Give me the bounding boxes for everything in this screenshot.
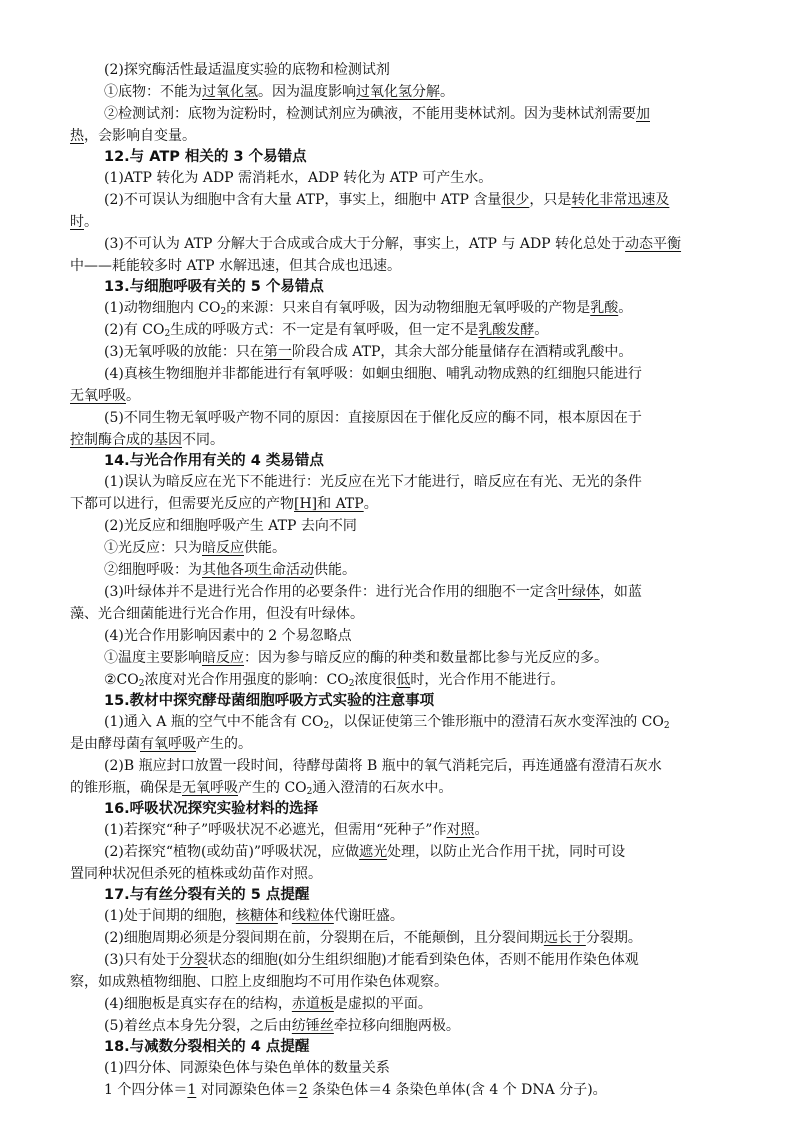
text-segment: (2)探究酶活性最适温度实验的底物和检测试剂: [104, 62, 390, 78]
text-segment: ②检测试剂：底物为淀粉时，检测试剂应为碘液，不能用斐林试剂。因为斐林试剂需要: [104, 106, 636, 122]
text-segment: 浓度很: [354, 672, 397, 688]
text-segment: (4)真核生物细胞并非都能进行有氧呼吸：如蛔虫细胞、哺乳动物成熟的红细胞只能进行: [104, 366, 642, 382]
text-segment: 的锥形瓶，确保是: [70, 780, 182, 796]
text-segment: 生成的呼吸方式：不一定是有氧呼吸，但一定不是: [170, 322, 479, 338]
text-segment: 15.教材中探究酵母菌细胞呼吸方式实验的注意事项: [104, 693, 435, 709]
text-segment: 不同。: [182, 432, 224, 448]
text-segment: 中——耗能较多时 ATP 水解迅速，但其合成也迅速。: [70, 258, 402, 274]
text-line: [104, 994, 432, 1014]
text-segment: (1)若探究“种子”呼吸状况不必遮光，但需用“死种子”作: [104, 822, 447, 838]
text-line: [104, 626, 352, 646]
text-segment: ②细胞呼吸：为: [104, 562, 202, 578]
text-segment: 产生的 CO: [238, 780, 307, 796]
text-segment: ，会影响自变量。: [84, 128, 196, 144]
text-segment: 和: [277, 908, 292, 924]
text-segment: 。: [440, 84, 454, 100]
text-line: [104, 364, 642, 384]
text-segment: (1)误认为暗反应在光下不能进行：光反应在光下才能进行，暗反应在有光、无光的条件: [104, 474, 642, 490]
subscript: 2: [220, 307, 227, 317]
text-segment: 置同种状况但杀死的植株或幼苗作对照。: [70, 866, 322, 882]
text-segment: 时，光合作用不能进行。: [410, 672, 565, 688]
text-segment: (2)光反应和细胞呼吸产生 ATP 去向不同: [104, 518, 357, 534]
section-heading: [104, 277, 324, 297]
text-segment: 。: [363, 496, 378, 512]
text-line: [104, 560, 356, 580]
text-segment: (2)B 瓶应封口放置一段时间，待酵母菌将 B 瓶中的氧气消耗完后，再连通盛有澄清石灰水: [104, 758, 662, 774]
text-segment: (4)光合作用影响因素中的 2 个易忽略点: [104, 628, 352, 644]
underlined-answer: 核糖体: [235, 908, 278, 924]
text-segment: 条染色体＝4 条染色单体(含 4 个 DNA 分子)。: [307, 1082, 607, 1098]
subscript: 2: [164, 329, 171, 339]
underlined-answer: 过氧化氢: [202, 84, 258, 100]
underlined-answer: 乳酸: [590, 300, 619, 316]
underlined-answer: 低: [396, 672, 411, 688]
text-line: [104, 1016, 460, 1036]
text-segment: (3)只有处于: [104, 952, 180, 968]
text-line: [104, 342, 632, 362]
text-segment: 下都可以进行，但需要光反应的产物: [70, 496, 294, 512]
text-segment: 的来源：只来自有氧呼吸，因为动物细胞无氧呼吸的产物是: [226, 300, 591, 316]
underlined-answer: [H]和 ATP: [294, 496, 364, 512]
text-line: [104, 408, 642, 428]
underlined-answer: 2: [298, 1082, 308, 1098]
section-heading: [104, 799, 318, 819]
text-line: [70, 212, 98, 232]
text-line: [104, 820, 488, 840]
text-line: [104, 82, 454, 102]
text-line: [104, 1080, 607, 1100]
text-segment: 处理，以防止光合作用干扰，同时可设: [387, 844, 626, 860]
text-line: [104, 1058, 390, 1078]
text-line: [104, 60, 390, 80]
underlined-answer: 过氧化氢分解: [356, 84, 440, 100]
text-line: [104, 648, 608, 668]
text-segment: (3)不可认为 ATP 分解大于合成或合成大于分解，事实上，ATP 与 ADP 转化总处于: [104, 236, 626, 252]
text-segment: 17.与有丝分裂有关的 5 点提醒: [104, 887, 310, 903]
text-line: [104, 950, 639, 970]
underlined-answer: 第一: [263, 344, 292, 360]
text-segment: 浓度对光合作用强度的影响：CO: [144, 672, 349, 688]
section-heading: [104, 691, 434, 711]
text-segment: 。: [84, 214, 98, 230]
text-segment: (2)若探究“植物(或幼苗)”呼吸状况，应做: [104, 844, 360, 860]
underlined-answer: 暗反应: [202, 540, 244, 556]
text-line: [70, 604, 364, 624]
text-line: [104, 234, 681, 254]
text-segment: (3)叶绿体并不是进行光合作用的必要条件：进行光合作用的细胞不一定含: [104, 584, 558, 600]
underlined-answer: 分裂: [179, 952, 208, 968]
text-segment: (1)处于间期的细胞，: [104, 908, 236, 924]
text-line: [104, 538, 286, 558]
text-segment: 阶段合成 ATP，其余大部分能量储存在酒精或乳酸中。: [291, 344, 633, 360]
underlined-answer: 动态平衡: [625, 236, 682, 252]
underlined-answer: 乳酸发酵: [478, 322, 535, 338]
text-segment: 产生的。: [196, 736, 252, 752]
text-line: [70, 256, 401, 276]
text-segment: 牵拉移向细胞两极。: [333, 1018, 460, 1034]
text-line: [70, 972, 448, 992]
text-segment: 供能。: [244, 540, 286, 556]
section-heading: [104, 1037, 309, 1057]
subscript: 2: [138, 679, 145, 689]
subscript: 2: [323, 721, 330, 731]
text-line: [70, 494, 378, 514]
text-segment: 12.与 ATP 相关的 3 个易错点: [104, 149, 307, 165]
underlined-answer: 其他各项生命活动: [202, 562, 314, 578]
text-line: [104, 320, 548, 340]
subscript: 2: [306, 787, 313, 797]
underlined-answer: 对照: [446, 822, 475, 838]
text-segment: 状态的细胞(如分生组织细胞)才能看到染色体，否则不能用作染色体观: [207, 952, 639, 968]
text-segment: (4)细胞板是真实存在的结构，: [104, 996, 292, 1012]
text-line: [104, 582, 642, 602]
text-line: [70, 386, 140, 406]
underlined-answer: 暗反应: [202, 650, 244, 666]
underlined-answer: 赤道板: [291, 996, 334, 1012]
text-line: [104, 842, 625, 862]
text-line: [104, 712, 670, 732]
text-line: [70, 126, 196, 146]
text-line: [104, 168, 492, 188]
text-line: [104, 928, 642, 948]
section-heading: [104, 451, 324, 471]
text-segment: 。: [534, 322, 549, 338]
text-segment: (1)ATP 转化为 ADP 需消耗水，ADP 转化为 ATP 可产生水。: [104, 170, 493, 186]
text-segment: 察，如成熟植物细胞、口腔上皮细胞均不可用作染色体观察。: [70, 974, 448, 990]
underlined-answer: 叶绿体: [557, 584, 600, 600]
text-segment: (2)细胞周期必须是分裂间期在前，分裂期在后，不能颠倒，且分裂间期: [104, 930, 544, 946]
text-segment: 藻、光合细菌能进行光合作用，但没有叶绿体。: [70, 606, 364, 622]
subscript: 2: [348, 679, 355, 689]
text-segment: ，如蓝: [599, 584, 642, 600]
text-segment: 。: [126, 388, 140, 404]
underlined-answer: 纺锤丝: [291, 1018, 334, 1034]
text-segment: 14.与光合作用有关的 4 类易错点: [104, 453, 324, 469]
text-segment: 1 个四分体＝: [104, 1082, 188, 1098]
text-segment: (2)不可误认为细胞中含有大量 ATP，事实上，细胞中 ATP 含量: [104, 192, 502, 208]
text-segment: (1)四分体、同源染色体与染色单体的数量关系: [104, 1060, 390, 1076]
text-line: [70, 430, 224, 450]
text-segment: ①温度主要影响: [104, 650, 202, 666]
text-segment: 18.与减数分裂相关的 4 点提醒: [104, 1039, 310, 1055]
text-line: [104, 670, 564, 690]
subscript: 2: [663, 721, 670, 731]
text-segment: 供能。: [314, 562, 356, 578]
text-segment: 13.与细胞呼吸有关的 5 个易错点: [104, 279, 324, 295]
section-heading: [104, 147, 307, 167]
text-line: [70, 734, 252, 754]
underlined-answer: 遮光: [359, 844, 388, 860]
text-segment: 通入澄清的石灰水中。: [312, 780, 453, 796]
text-segment: (1)通入 A 瓶的空气中不能含有 CO: [104, 714, 324, 730]
underlined-answer: 加: [636, 106, 650, 122]
underlined-answer: 无氧呼吸: [182, 780, 238, 796]
text-segment: 是虚拟的平面。: [333, 996, 432, 1012]
text-segment: ，只是: [529, 192, 572, 208]
text-segment: 。: [618, 300, 633, 316]
underlined-answer: 无氧呼吸: [70, 388, 126, 404]
underlined-answer: 线粒体: [291, 908, 334, 924]
text-line: [104, 906, 404, 926]
text-line: [104, 516, 357, 536]
underlined-answer: 转化非常迅速及: [571, 192, 670, 208]
text-segment: ②CO: [104, 672, 139, 688]
text-line: [70, 778, 452, 798]
section-heading: [104, 885, 309, 905]
text-segment: 是由酵母菌: [70, 736, 140, 752]
text-segment: 代谢旺盛。: [333, 908, 404, 924]
underlined-answer: 远长于: [543, 930, 586, 946]
underlined-answer: 有氧呼吸: [140, 736, 196, 752]
text-segment: ①光反应：只为: [104, 540, 202, 556]
underlined-answer: 热: [70, 128, 84, 144]
text-segment: (3)无氧呼吸的放能：只在: [104, 344, 264, 360]
text-segment: ①底物：不能为: [104, 84, 202, 100]
text-segment: ，以保证使第三个锥形瓶中的澄清石灰水变浑浊的 CO: [329, 714, 664, 730]
text-line: [70, 864, 322, 884]
underlined-answer: 很少: [501, 192, 530, 208]
text-line: [104, 756, 662, 776]
text-line: [104, 472, 642, 492]
text-segment: 分裂期。: [585, 930, 642, 946]
text-segment: (1)动物细胞内 CO: [104, 300, 221, 316]
text-segment: ：因为参与暗反应的酶的种类和数量都比参与光反应的多。: [244, 650, 608, 666]
text-segment: 16.呼吸状况探究实验材料的选择: [104, 801, 319, 817]
text-segment: (2)有 CO: [104, 322, 165, 338]
text-segment: (5)着丝点本身先分裂，之后由: [104, 1018, 292, 1034]
text-line: [104, 104, 650, 124]
underlined-answer: 控制酶合成的基因: [70, 432, 182, 448]
underlined-answer: 时: [70, 214, 84, 230]
text-line: [104, 190, 669, 210]
underlined-answer: 1: [187, 1082, 197, 1098]
text-segment: 对同源染色体＝: [196, 1082, 299, 1098]
text-segment: 。因为温度影响: [258, 84, 356, 100]
text-line: [104, 298, 632, 318]
text-segment: (5)不同生物无氧呼吸产物不同的原因：直接原因在于催化反应的酶不同，根本原因在于: [104, 410, 642, 426]
text-segment: 。: [474, 822, 489, 838]
